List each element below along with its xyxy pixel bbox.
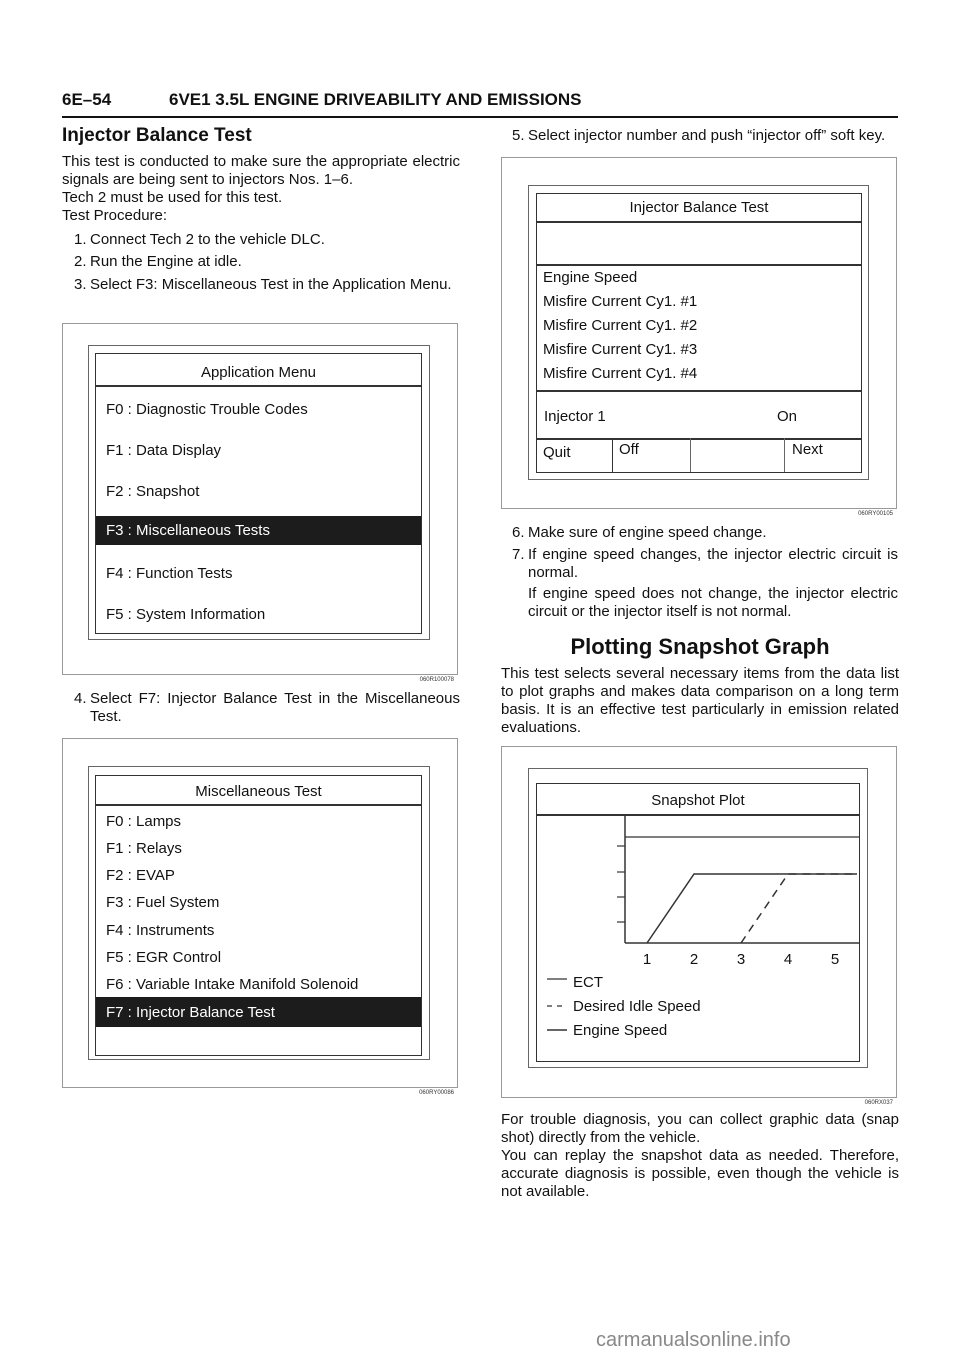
legend-desired-idle-speed: Desired Idle Speed — [573, 998, 701, 1015]
param-engine-speed: Engine Speed — [543, 269, 638, 286]
snapshot-chart — [537, 784, 859, 1061]
plotting-intro: This test selects several necessary items from the data list to plot graphs and makes data comparison on a long term basis. It is an effective test particularly in emission related evaluations. — [501, 665, 899, 736]
menu-item-label: F7 : Injector Balance Test — [106, 1004, 275, 1021]
softkey-next[interactable] — [784, 438, 861, 472]
series-engine-speed — [647, 874, 857, 943]
menu-item-f3[interactable]: F3 : Fuel System — [106, 894, 220, 911]
step-5 — [512, 127, 898, 145]
x-tick-label: 3 — [736, 951, 746, 968]
step-number: 3. — [74, 276, 87, 293]
menu-item-f6[interactable]: F6 : Variable Intake Manifold Solenoid — [106, 976, 359, 993]
step-2 — [74, 253, 460, 271]
step-text: Make sure of engine speed change. — [528, 524, 767, 541]
menu-item-f1[interactable]: F1 : Data Display — [106, 442, 222, 459]
step-number: 7. — [512, 546, 525, 563]
softkey-label: Next — [792, 441, 823, 458]
legend-engine-speed: Engine Speed — [573, 1022, 668, 1039]
softkey-off[interactable] — [613, 438, 691, 472]
menu-item-f2[interactable]: F2 : Snapshot — [106, 483, 200, 500]
title-divider — [96, 385, 421, 387]
figure-id: 060R100078 — [419, 677, 454, 683]
title-divider — [96, 804, 421, 806]
watermark: carmanualsonline.info — [596, 1329, 791, 1351]
x-tick-label: 4 — [783, 951, 793, 968]
blank-area-divider — [537, 264, 861, 266]
title-divider — [537, 221, 861, 223]
menu-item-f5[interactable]: F5 : EGR Control — [106, 949, 222, 966]
figure-misc-test — [62, 738, 458, 1096]
menu-item-f3-selected[interactable] — [96, 516, 421, 545]
menu-item-f4[interactable]: F4 : Instruments — [106, 922, 215, 939]
x-tick-label: 5 — [830, 951, 840, 968]
menu-item-f0[interactable]: F0 : Diagnostic Trouble Codes — [106, 401, 308, 418]
tech2-screen — [88, 766, 430, 1060]
step-6 — [512, 524, 898, 542]
step-text: Connect Tech 2 to the vehicle DLC. — [90, 231, 325, 248]
tech2-screen — [528, 768, 868, 1068]
plotting-heading: Plotting Snapshot Graph — [570, 634, 830, 659]
step-text: If engine speed changes, the injector electric circuit is normal. — [528, 546, 898, 581]
screen-title: Injector Balance Test — [629, 199, 769, 216]
figure-id: 060RX037 — [864, 1100, 893, 1106]
procedure-label: Test Procedure: — [62, 207, 168, 224]
header-rule — [62, 116, 898, 118]
menu-item-f2[interactable]: F2 : EVAP — [106, 867, 175, 884]
params-divider — [537, 390, 861, 392]
param-misfire-4: Misfire Current Cy1. #4 — [543, 365, 698, 382]
param-misfire-2: Misfire Current Cy1. #2 — [543, 317, 698, 334]
menu-item-f7-selected[interactable] — [96, 997, 421, 1027]
menu-item-label: F3 : Miscellaneous Tests — [106, 522, 270, 539]
menu-item-f1[interactable]: F1 : Relays — [106, 840, 182, 857]
step-number: 2. — [74, 253, 87, 270]
step-text: Run the Engine at idle. — [90, 253, 242, 270]
injector-state: On — [777, 408, 798, 425]
menu-title: Application Menu — [200, 364, 317, 381]
tech2-screen — [528, 185, 869, 480]
x-tick-label: 1 — [642, 951, 652, 968]
step-number: 5. — [512, 127, 525, 144]
step-4 — [74, 690, 460, 726]
menu-panel — [95, 775, 422, 1056]
step-text: Select F7: Injector Balance Test in the Miscellaneous Test. — [90, 690, 460, 725]
section-title: 6VE1 3.5L ENGINE DRIVEABILITY AND EMISSIONS — [169, 90, 582, 109]
step-7-extra-text: If engine speed does not change, the injector electric circuit or the injector itself is not normal. — [528, 585, 898, 620]
tech2-screen — [88, 345, 430, 640]
step-number: 4. — [74, 690, 87, 707]
step-text: Select F3: Miscellaneous Test in the Application Menu. — [90, 276, 452, 293]
step-number: 1. — [74, 231, 87, 248]
param-misfire-1: Misfire Current Cy1. #1 — [543, 293, 698, 310]
step-3 — [74, 276, 460, 294]
menu-item-f0[interactable]: F0 : Lamps — [106, 813, 182, 830]
softkey-label: Quit — [543, 444, 571, 461]
softkey-quit[interactable] — [537, 438, 613, 472]
step-number: 6. — [512, 524, 525, 541]
x-tick-label: 2 — [689, 951, 699, 968]
softkey-label: Off — [619, 441, 639, 458]
tech2-note: Tech 2 must be used for this test. — [62, 189, 283, 206]
plot-title: Snapshot Plot — [651, 792, 745, 809]
menu-item-f5[interactable]: F5 : System Information — [106, 606, 266, 623]
test-panel — [536, 193, 862, 473]
intro-paragraph: This test is conducted to make sure the appropriate electric signals are being sent to injectors Nos. 1–6. — [62, 153, 460, 188]
plotting-outro-1: For trouble diagnosis, you can collect graphic data (snap shot) directly from the vehicle. — [501, 1111, 899, 1146]
plotting-outro-2: You can replay the snapshot data as needed. Therefore, accurate diagnosis is possible, even though the vehicle is not available. — [501, 1147, 899, 1200]
figure-injector-balance — [501, 157, 897, 517]
injector-label: Injector 1 — [544, 408, 606, 425]
menu-item-f4[interactable]: F4 : Function Tests — [106, 565, 233, 582]
step-1 — [74, 231, 460, 249]
figure-id: 060RY00086 — [419, 1090, 454, 1096]
step-text: Select injector number and push “injector off” soft key. — [528, 127, 886, 144]
legend-ect: ECT — [573, 974, 603, 991]
menu-panel — [95, 353, 422, 634]
param-misfire-3: Misfire Current Cy1. #3 — [543, 341, 698, 358]
step-7 — [512, 546, 898, 621]
figure-id: 060RY00105 — [858, 511, 893, 517]
series-desired-idle-speed — [741, 874, 857, 943]
figure-application-menu — [62, 323, 458, 683]
injector-balance-heading: Injector Balance Test — [62, 125, 252, 146]
menu-title: Miscellaneous Test — [195, 783, 322, 800]
page-number: 6E–54 — [62, 90, 112, 109]
plot-panel — [536, 783, 860, 1062]
figure-snapshot-plot — [501, 746, 897, 1106]
